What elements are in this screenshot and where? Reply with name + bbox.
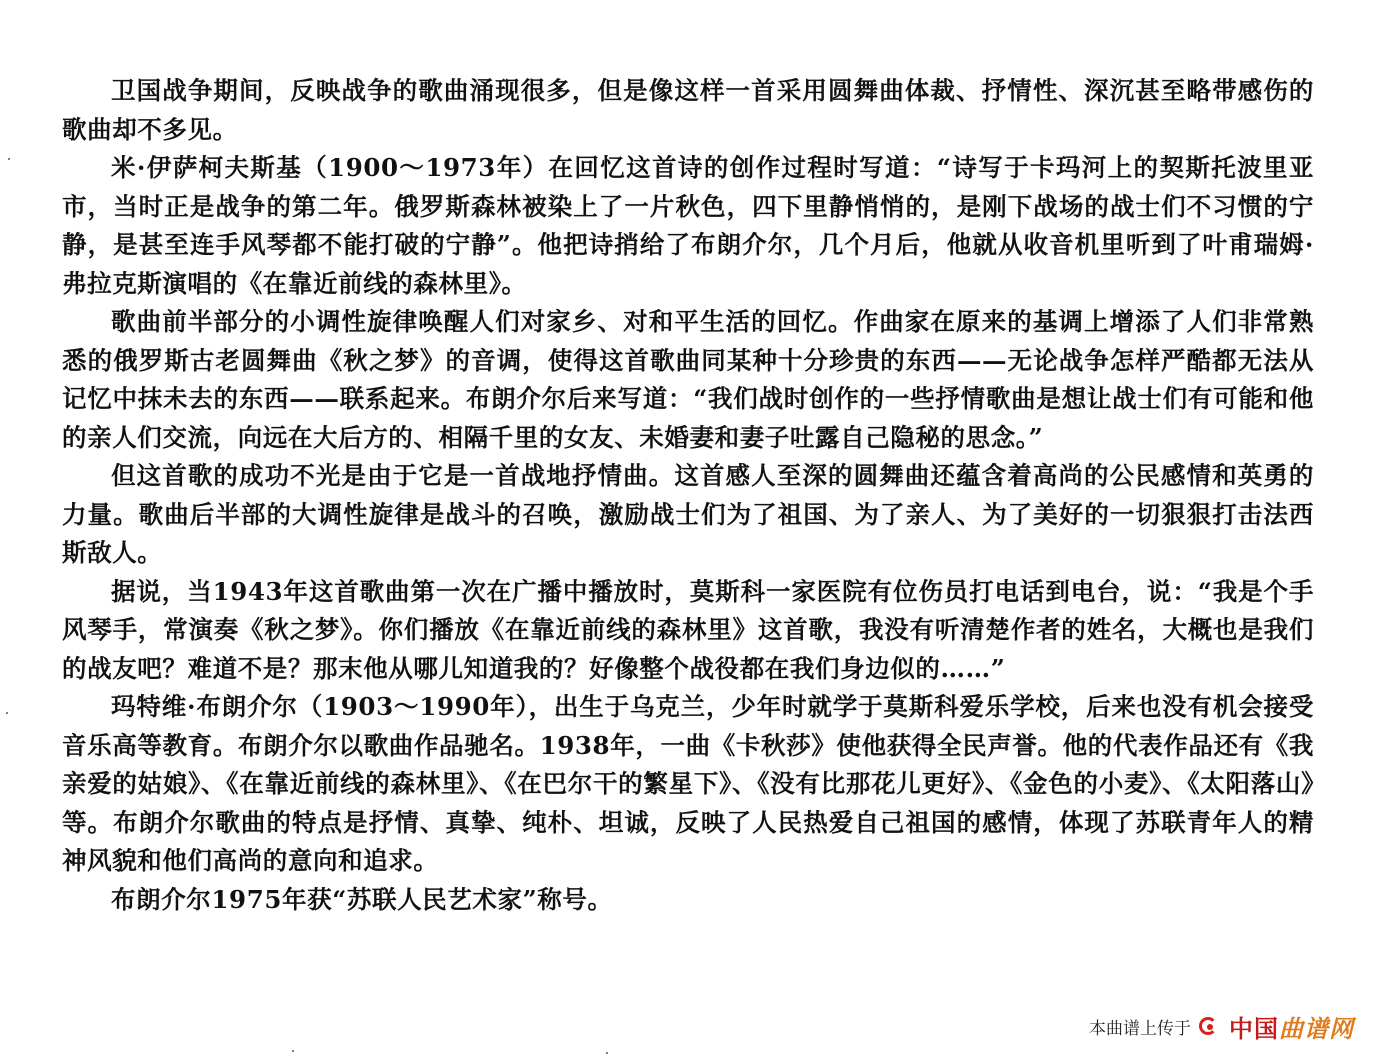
- treble-clef-logo-icon: [1197, 1014, 1223, 1040]
- watermark-footer: [1089, 1009, 1354, 1044]
- upload-source-text: 本曲谱上传于: [1089, 1019, 1191, 1039]
- scan-speck: [606, 1052, 608, 1054]
- logo-text-china: 中国: [1229, 1015, 1279, 1043]
- scan-speck: [292, 1050, 294, 1052]
- paragraph-1: 卫国战争期间，反映战争的歌曲涌现很多，但是像这样一首采用圆舞曲体裁、抒情性、深沉甚至略带感伤的歌曲却不多见。: [62, 76, 1314, 144]
- scan-speck: [6, 712, 8, 714]
- paragraph-5: 据说，当1943年这首歌曲第一次在广播中播放时，莫斯科一家医院有位伤员打电话到电台，说：“我是个手风琴手，常演奏《秋之梦》。你们播放《在靠近前线的森林里》这首歌，我没有听清楚作者的姓名，大概也是我们的战友吧？难道不是？那末他从哪儿知道我的？好像整个战役都在我们身边似的……”: [62, 576, 1314, 683]
- scan-speck: [8, 158, 10, 160]
- paragraph-2: 米·伊萨柯夫斯基（1900～1973年）在回忆这首诗的创作过程时写道：“诗写于卡玛河上的契斯托波里亚市，当时正是战争的第二年。俄罗斯森林被染上了一片秋色，四下里静悄悄的，是刚下战场的战士们不习惯的宁静，是甚至连手风琴都不能打破的宁静”。他把诗捎给了布朗介尔，几个月后，他就从收音机里听到了叶甫瑞姆·弗拉克斯演唱的《在靠近前线的森林里》。: [62, 153, 1314, 298]
- paragraph-7: 布朗介尔1975年获“苏联人民艺术家”称号。: [111, 884, 613, 914]
- logo-text-qupu: 曲谱网: [1279, 1015, 1354, 1043]
- site-logo[interactable]: [1229, 1009, 1354, 1044]
- document-body: [62, 72, 1314, 919]
- paragraph-4: 但这首歌的成功不光是由于它是一首战地抒情曲。这首感人至深的圆舞曲还蕴含着高尚的公民感情和英勇的力量。歌曲后半部的大调性旋律是战斗的召唤，激励战士们为了祖国、为了亲人、为了美好的一切狠狠打击法西斯敌人。: [62, 461, 1314, 567]
- paragraph-6: 玛特维·布朗介尔（1903～1990年），出生于乌克兰，少年时就学于莫斯科爱乐学校，后来也没有机会接受音乐高等教育。布朗介尔以歌曲作品驰名。1938年，一曲《卡秋莎》使他获得全民声誉。他的代表作品还有《我亲爱的姑娘》、《在靠近前线的森林里》、《在巴尔干的繁星下》、《没有比那花儿更好》、《金色的小麦》、《太阳落山》等。布朗介尔歌曲的特点是抒情、真挚、纯朴、坦诚，反映了人民热爱自己祖国的感情，体现了苏联青年人的精神风貌和他们高尚的意向和追求。: [62, 692, 1314, 875]
- paragraph-3: 歌曲前半部分的小调性旋律唤醒人们对家乡、对和平生活的回忆。作曲家在原来的基调上增添了人们非常熟悉的俄罗斯古老圆舞曲《秋之梦》的音调，使得这首歌曲同某种十分珍贵的东西——无论战争怎样严酷都无法从记忆中抹未去的东西——联系起来。布朗介尔后来写道：“我们战时创作的一些抒情歌曲是想让战士们有可能和他的亲人们交流，向远在大后方的、相隔千里的女友、未婚妻和妻子吐露自己隐秘的思念。”: [62, 307, 1314, 452]
